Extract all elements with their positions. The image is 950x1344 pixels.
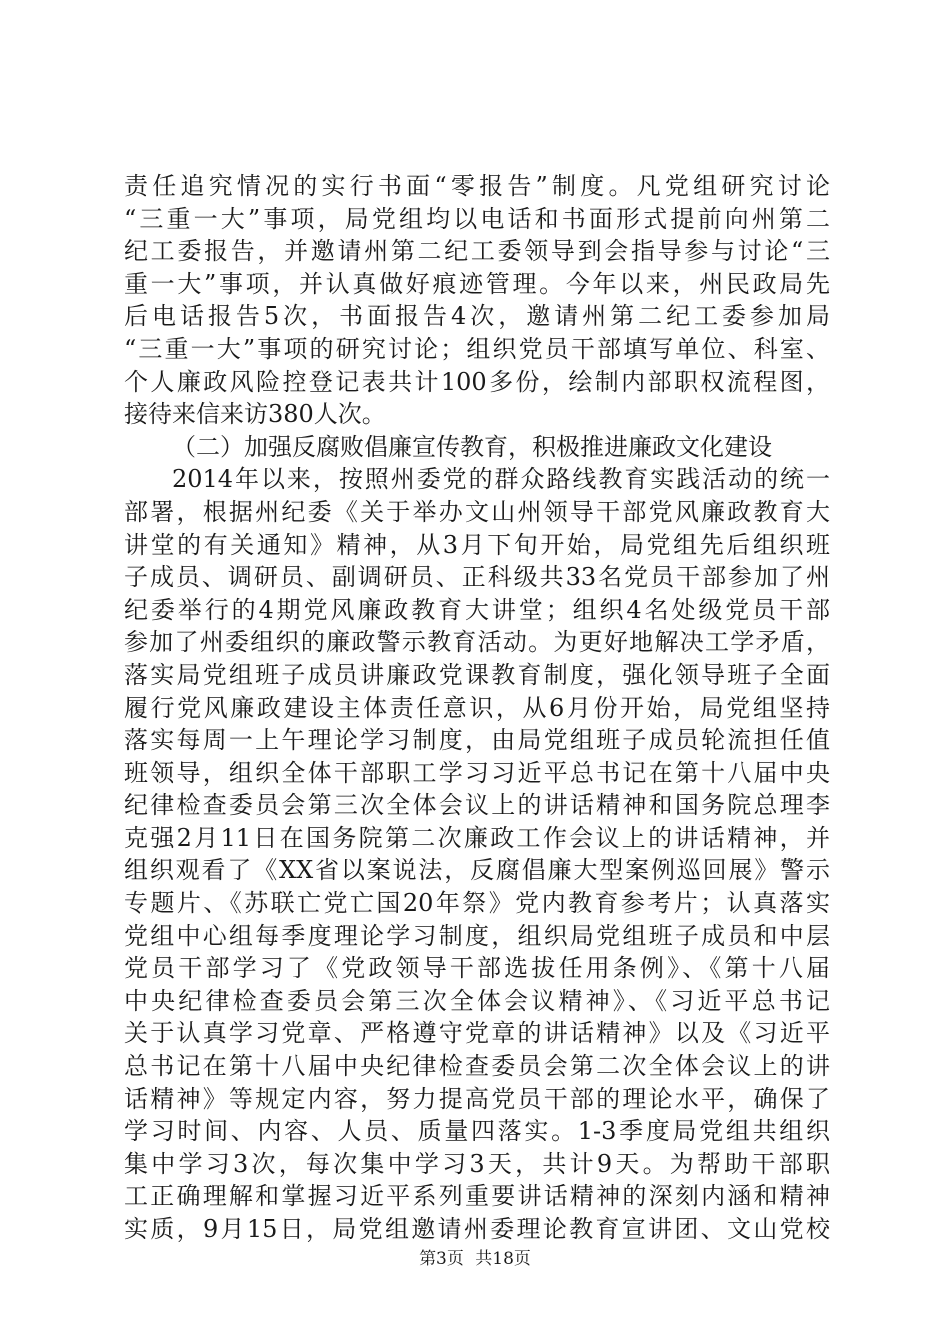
text-line: “三重一大”事项，局党组均以电话和书面形式提前向州第二	[124, 204, 830, 233]
text-line: 纪工委报告，并邀请州第二纪工委领导到会指导参与讨论“三	[124, 237, 830, 266]
text-line: 关于认真学习党章、严格遵守党章的讲话精神》以及《习近平	[124, 1019, 830, 1048]
text-line: 部署，根据州纪委《关于举办文山州领导干部党风廉政教育大	[124, 497, 830, 526]
text-line: 学习时间、内容、人员、质量四落实。1-3季度局党组共组织	[124, 1117, 830, 1146]
text-line: 实质，9月15日，局党组邀请州委理论教育宣讲团、文山党校	[124, 1215, 830, 1243]
text-line: 党员干部学习了《党政领导干部选拔任用条例》、《第十八届	[124, 954, 830, 983]
text-line: 讲堂的有关通知》精神，从3月下旬开始，局党组先后组织班	[124, 530, 830, 559]
page-number: 第3页	[419, 1249, 464, 1269]
text-line: 工正确理解和掌握习近平系列重要讲话精神的深刻内涵和精神	[124, 1182, 830, 1211]
text-line: 责任追究情况的实行书面“零报告”制度。凡党组研究讨论	[124, 172, 830, 200]
page-footer	[0, 1244, 950, 1269]
text-line: 子成员、调研员、副调研员、正科级共33名党员干部参加了州	[124, 563, 830, 592]
text-line: 班领导，组织全体干部职工学习习近平总书记在第十八届中央	[124, 758, 830, 787]
text-line: 集中学习3次，每次集中学习3天，共计9天。为帮助干部职	[124, 1149, 830, 1178]
total-pages: 共18页	[475, 1249, 531, 1269]
text-line: 纪委举行的4期党风廉政教育大讲堂；组织4名处级党员干部	[124, 595, 830, 624]
text-line: 话精神》等规定内容，努力提高党员干部的理论水平，确保了	[124, 1084, 830, 1113]
text-line: 专题片、《苏联亡党亡国20年祭》党内教育参考片；认真落实	[124, 889, 830, 918]
text-line: 履行党风廉政建设主体责任意识，从6月份开始，局党组坚持	[124, 693, 830, 722]
text-line: “三重一大”事项的研究讨论；组织党员干部填写单位、科室、	[124, 334, 830, 363]
text-line: 中央纪律检查委员会第三次全体会议精神》、《习近平总书记	[124, 986, 830, 1015]
text-line: 落实每周一上午理论学习制度，由局党组班子成员轮流担任值	[124, 726, 830, 755]
body-text	[124, 170, 830, 1246]
text-line: 纪律检查委员会第三次全体会议上的讲话精神和国务院总理李	[124, 791, 830, 820]
text-line: 个人廉政风险控登记表共计100多份，绘制内部职权流程图，	[124, 367, 830, 396]
text-line: 克强2月11日在国务院第二次廉政工作会议上的讲话精神，并	[124, 823, 830, 852]
text-line: 落实局党组班子成员讲廉政党课教育制度，强化领导班子全面	[124, 660, 830, 689]
text-line: 接待来信来访380人次。	[124, 400, 386, 429]
paragraph-first-line: 2014年以来，按照州委党的群众路线教育实践活动的统一	[172, 465, 830, 494]
text-line: 参加了州委组织的廉政警示教育活动。为更好地解决工学矛盾，	[124, 628, 830, 657]
text-line: 重一大”事项，并认真做好痕迹管理。今年以来，州民政局先	[124, 269, 830, 298]
section-heading: （二）加强反腐败倡廉宣传教育，积极推进廉政文化建设	[172, 432, 772, 461]
text-line: 组织观看了《XX省以案说法，反腐倡廉大型案例巡回展》警示	[124, 856, 830, 885]
text-line: 总书记在第十八届中央纪律检查委员会第二次全体会议上的讲	[124, 1052, 830, 1081]
text-line: 后电话报告5次，书面报告4次，邀请州第二纪工委参加局	[124, 302, 830, 331]
text-line: 党组中心组每季度理论学习制度，组织局党组班子成员和中层	[124, 921, 830, 950]
